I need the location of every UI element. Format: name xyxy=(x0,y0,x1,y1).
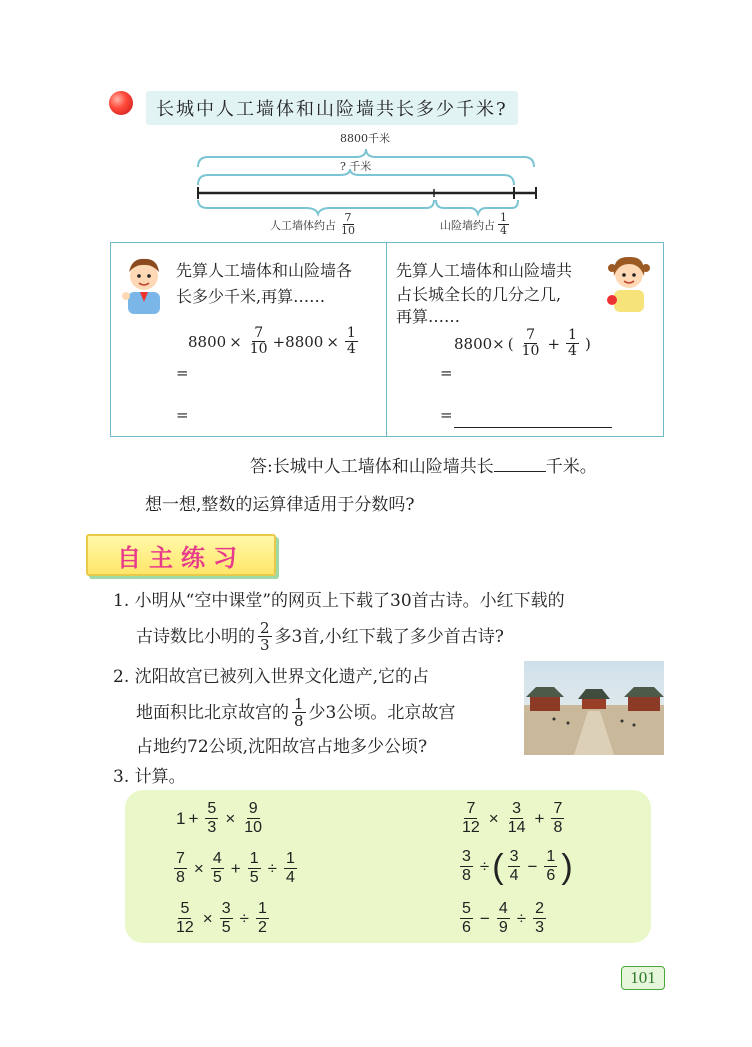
left-eq1: = xyxy=(176,364,189,382)
boy-character-icon xyxy=(118,252,170,316)
methods-divider xyxy=(386,242,387,437)
shenyang-palace-photo xyxy=(524,661,664,755)
left-method-line1: 先算人工墙体和山险墙各 xyxy=(176,261,353,280)
artificial-label: 人工墙体约占 $\frac{7}{10}$ xyxy=(270,211,355,237)
think-prompt: 想一想,整数的运算律适用于分数吗? xyxy=(145,495,415,515)
right-eq2: = xyxy=(440,406,453,424)
exercise-2-line1: 2. 沈阳故宫已被列入世界文化遗产,它的占 xyxy=(113,667,430,687)
left-method-line2: 长多少千米,再算…… xyxy=(176,287,326,306)
answer-blank xyxy=(494,453,546,472)
left-eq2: = xyxy=(176,406,189,424)
exercise-1-line1: 1. 小明从“空中课堂”的网页上下载了30首古诗。小红下载的 xyxy=(113,591,565,611)
diagram-unknown-label: ? 千米 xyxy=(340,160,372,173)
page-number: 101 xyxy=(621,966,665,990)
calc-problem-5: $\frac{5}{12}$ × $\frac{3}{5}$ ÷ $\frac{1}{2}$ xyxy=(176,900,267,936)
right-method-line2: 占长城全长的几分之几, xyxy=(396,285,562,304)
left-expression: 8800 × $\frac{7}{10}$ +8800 × $\frac{1}{4}$ xyxy=(188,325,356,357)
right-method-line3: 再算…… xyxy=(396,307,461,326)
red-ball-icon xyxy=(109,91,133,115)
calc-problem-4: $\frac{3}{8}$ ÷ ( $\frac{3}{4}$ − $\frac{1}{6}$ ) xyxy=(462,847,573,886)
right-expression: 8800× ( $\frac{7}{10}$ + $\frac{1}{4}$ ) xyxy=(454,327,591,359)
natural-label: 山险墙约占 $\frac{1}{4}$ xyxy=(440,211,507,237)
right-eq1: = xyxy=(440,364,453,382)
calc-problem-2: $\frac{7}{12}$ × $\frac{3}{14}$ + $\frac{7}{8}$ xyxy=(462,800,563,836)
diagram-total-label: 8800千米 xyxy=(340,132,390,145)
segment-diagram xyxy=(190,145,550,205)
girl-character-icon xyxy=(602,250,656,314)
section-title: 自主练习 xyxy=(86,534,276,576)
calc-problem-3: $\frac{7}{8}$ × $\frac{4}{5}$ + $\frac{1}{5}$ ÷ $\frac{1}{4}$ xyxy=(176,850,295,886)
right-method-line1: 先算人工墙体和山险墙共 xyxy=(396,261,573,280)
question-text: 长城中人工墙体和山险墙共长多少千米? xyxy=(146,91,518,125)
exercise-3-label: 3. 计算。 xyxy=(113,767,186,787)
calc-problem-6: $\frac{5}{6}$ − $\frac{4}{9}$ ÷ $\frac{2}{3}$ xyxy=(462,900,544,936)
exercise-2-line2: 地面积比北京故宫的 $\frac{1}{8}$ 少3公顷。北京故宫 xyxy=(136,695,456,730)
right-answer-line xyxy=(454,427,612,428)
answer-sentence: 答:长城中人工墙体和山险墙共长 千米。 xyxy=(250,452,597,482)
calc-problem-1: 1 + $\frac{5}{3}$ × $\frac{9}{10}$ xyxy=(176,800,263,836)
exercise-1-line2: 古诗数比小明的 $\frac{2}{3}$ 多3首,小红下载了多少首古诗? xyxy=(136,619,504,654)
exercise-2-line3: 占地约72公顷,沈阳故宫占地多少公顷? xyxy=(136,737,428,757)
